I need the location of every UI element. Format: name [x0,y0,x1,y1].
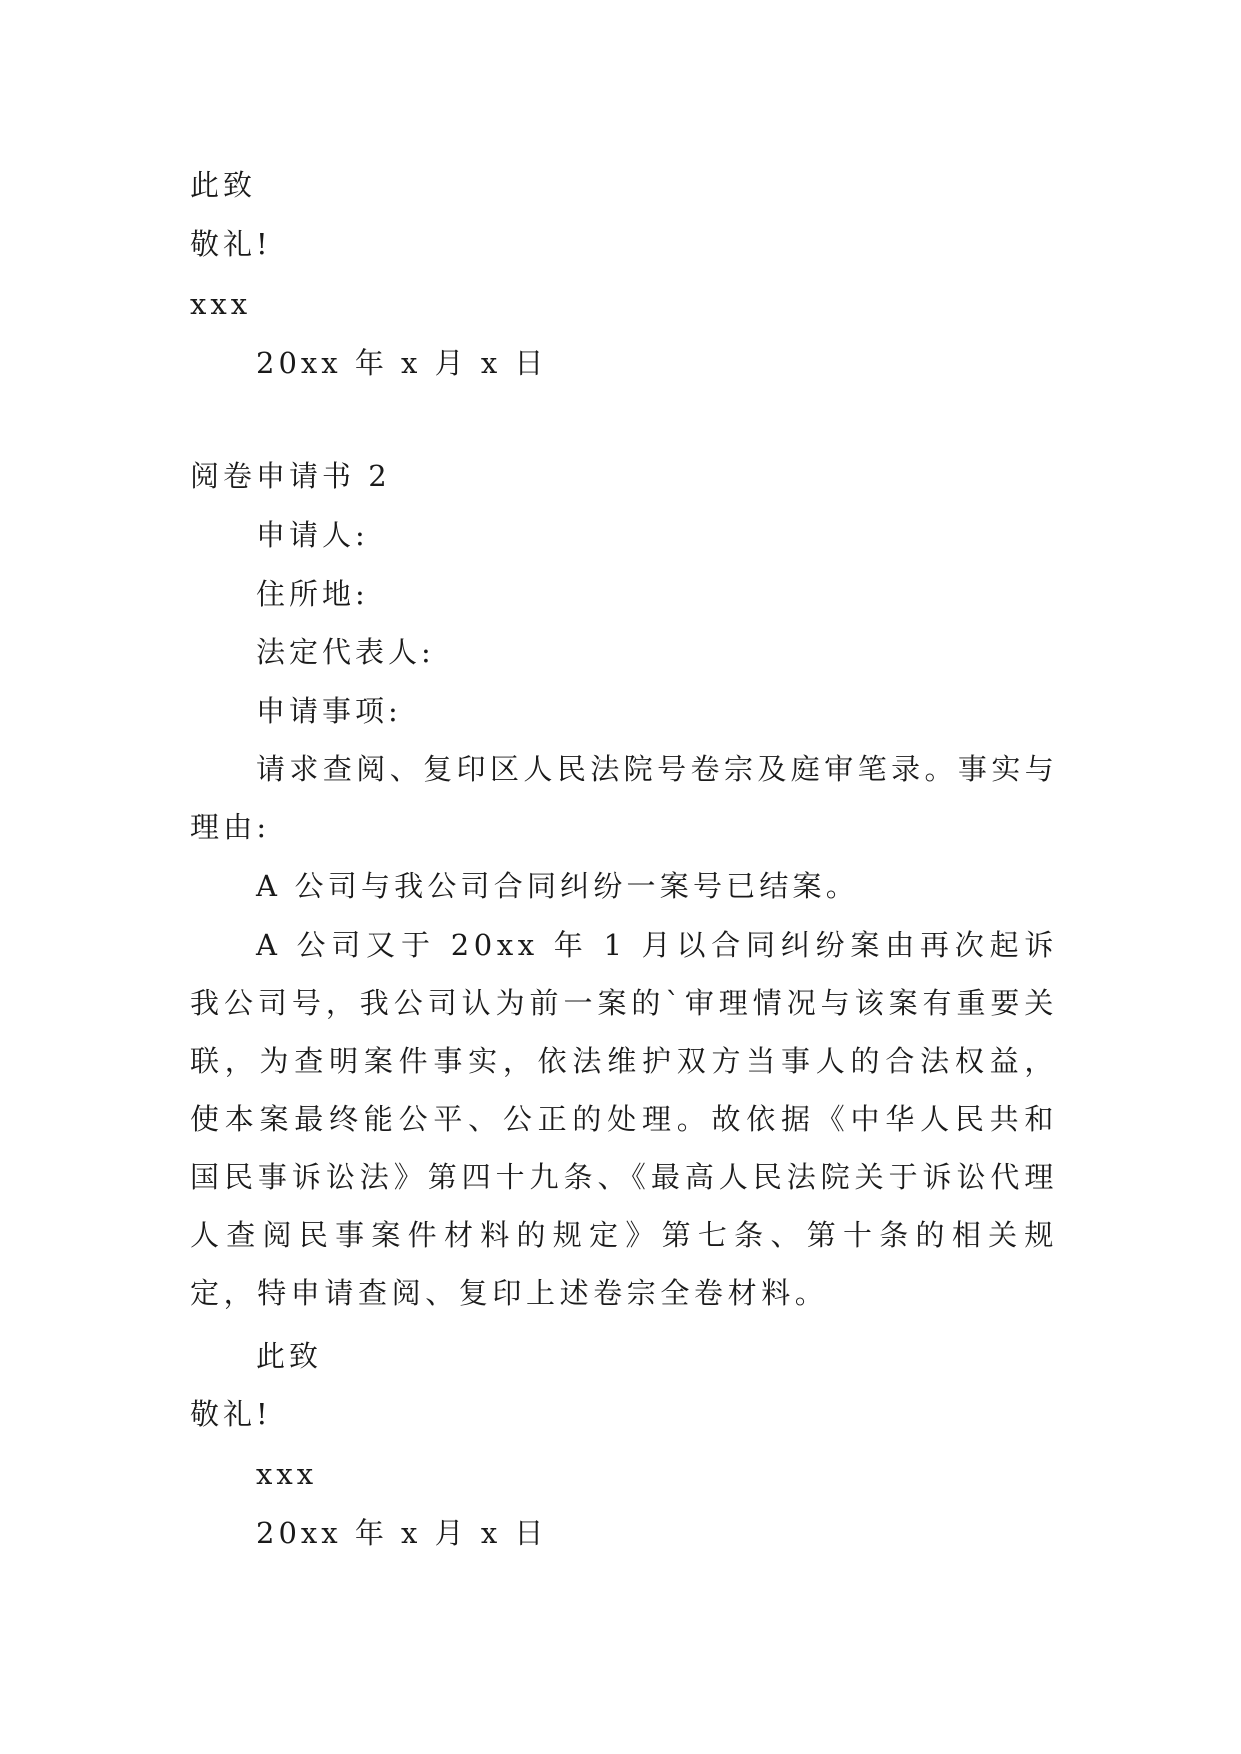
fact-paragraph: A 公司与我公司合同纠纷一案号已结案。 [256,869,859,903]
closing-salutation: 此致 [190,168,257,202]
document-title: 阅卷申请书 2 [190,459,391,493]
date: 20xx 年 x 月 x 日 [256,1516,548,1550]
closing-regards: 敬礼! [190,1397,272,1431]
date: 20xx 年 x 月 x 日 [256,346,548,380]
request-paragraph: 请求查阅、复印区人民法院号卷宗及庭审笔录。事实与理由: [190,752,1058,844]
signature: xxx [256,1457,318,1491]
reason-paragraph: A 公司又于 20xx 年 1 月以合同纠纷案由再次起诉我公司号，我公司认为前一案的`审理情况与该案有重要关联，为查明案件事实，依法维护双方当事人的合法权益，使本案最终能公平、公正的处理。故依据《中华人民共和国民事诉讼法》第四十九条、《最高人民法院关于诉讼代理人查阅民事案件材料的规定》第七条、第十条的相关规定，特申请查阅、复印上述卷宗全卷材料。 [190,928,1058,1310]
applicant-field: 申请人: [256,518,369,552]
closing-regards: 敬礼! [190,227,272,261]
address-field: 住所地: [256,577,369,611]
legal-representative-field: 法定代表人: [256,635,435,669]
signature: xxx [190,287,252,321]
matters-label: 申请事项: [256,694,402,728]
closing-salutation: 此致 [256,1339,323,1373]
